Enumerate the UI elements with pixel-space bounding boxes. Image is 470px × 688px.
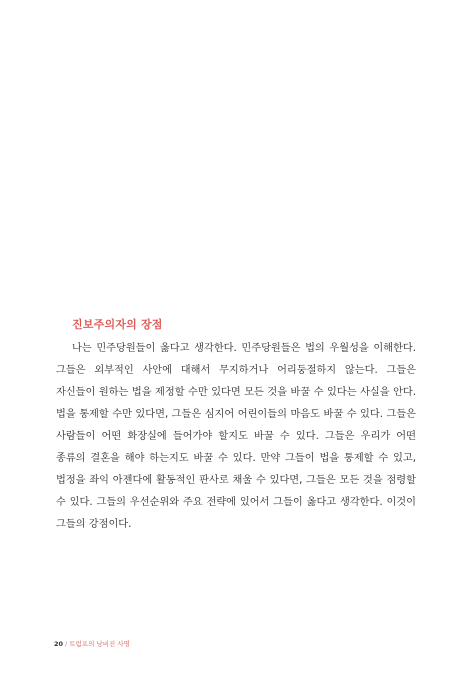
running-book-title: 트럼프의 낭비진 사명 <box>69 640 130 648</box>
page-number: 20 <box>54 640 64 648</box>
page-footer <box>54 639 130 648</box>
body-paragraph: 나는 민주당원들이 옳다고 생각한다. 민주당원들은 법의 우월성을 이해한다. 그들은 외부적인 사안에 대해서 무지하거나 어리둥절하지 않는다. 그들은 자신들이 원하는 법을 제정할 수만 있다면 모든 것을 바꿀 수 있다는 사실을 안다. 법을 통제할 수만 있다면, 그들은 심지어 어린이들의 마음도 바꿀 수 있다. 그들은 사람들이 어떤 화장실에 들어가야 할지도 바꿀 수 있다. 그들은 우리가 어떤 종류의 결혼을 해야 하는지도 바꿀 수 있다. 만약 그들이 법을 통제할 수 있고, 법정을 좌익 아젠다에 활동적인 판사로 채울 수 있다면, 그들은 모든 것을 점령할 수 있다. 그들의 우선순위와 주요 전략에 있어서 그들이 옳다고 생각한다. 이것이 그들의 강점이다. <box>56 343 416 530</box>
footer-separator: / <box>65 640 68 648</box>
section-title: 진보주의자의 장점 <box>72 318 163 331</box>
